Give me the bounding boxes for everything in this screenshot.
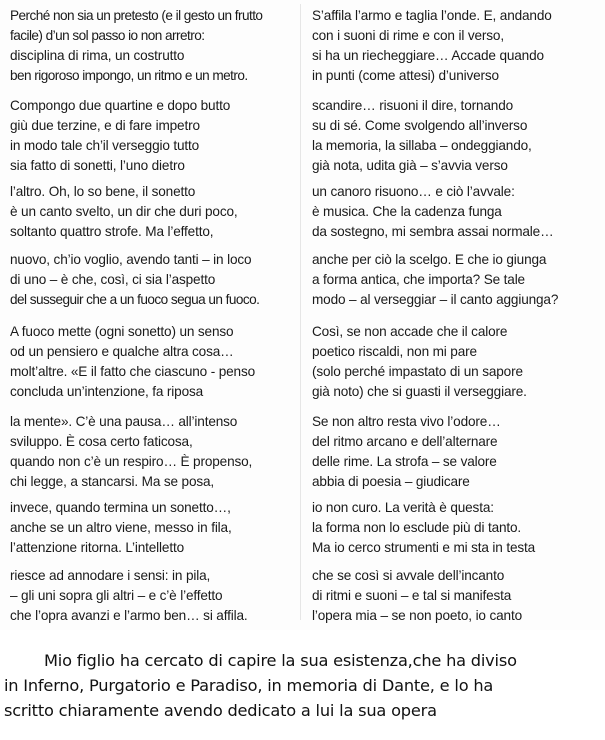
verse-line: giù due terzine, e di fare impetro [10,118,200,133]
verse-line: poetico riscaldi, non mi pare [312,344,477,359]
verse-line: riesce ad annodare i sensi: in pila, [10,568,211,583]
verse-line: su di sé. Come svolgendo all’inverso [312,118,528,133]
stanza [312,322,527,402]
verse-line: già nota, udita già – s’avvia verso [312,158,508,173]
verse-line: del susseguir che a un fuoco segua un fuoco. [10,292,260,307]
verse-line: Perché non sia un pretesto (e il gesto un frutto [10,8,263,23]
verse-line: la forma non lo esclude più di tanto. [312,520,522,535]
verse-line: la memoria, la sillaba – ondeggiando, [312,138,532,153]
verse-line: S’affila l’armo e taglia l’onde. E, andando [312,8,552,23]
stanza [10,96,230,176]
caption-line-2: in Inferno, Purgatorio e Paradiso, in memoria di Dante, e lo ha [4,676,494,695]
stanza [312,182,554,242]
verse-line: è un canto svelto, un dir che duri poco, [10,204,238,219]
column-divider [300,4,301,620]
verse-line: la mente». C’è una pausa… all’intenso [10,414,238,429]
verse-line: nuovo, ch’io voglio, avendo tanti – in loco [10,252,252,267]
verse-line: Così, se non accade che il calore [312,324,508,339]
verse-line: l’attenzione ritorna. L’intelletto [10,540,184,555]
verse-line: invece, quando termina un sonetto…, [10,500,231,515]
stanza [10,6,262,86]
verse-line: già noto) che si guasti il verseggiare. [312,384,527,399]
stanza [10,250,259,310]
stanza [10,182,238,242]
stanza [10,412,252,492]
verse-line: anche per ciò la scelgo. E che io giunga [312,252,547,267]
stanza [312,412,501,492]
verse-line: Ma io cerco strumenti e mi sta in testa [312,540,536,555]
verse-line: concluda un’intenzione, fa riposa [10,384,204,399]
verse-line: in modo tale ch’il verseggio tutto [10,138,200,153]
verse-line: modo – al verseggiar – il canto aggiunga? [312,292,559,307]
verse-line: (solo perché impastato di un sapore [312,364,523,379]
stanza [312,498,535,558]
verse-line: od un pensiero e qualche altra cosa… [10,344,234,359]
verse-line: di uno – è che, così, ci sia l’aspetto [10,272,216,287]
verse-line: molt’altre. «E il fatto che ciascuno - penso [10,364,256,379]
stanza [312,250,558,310]
stanza [312,566,522,626]
caption-line-1: Mio figlio ha cercato di capire la sua esistenza,che ha diviso [44,651,517,670]
verse-line: in punti (come attesi) d’universo [312,68,499,83]
verse-line: delle rime. La strofa – se valore [312,454,497,469]
stanza [10,566,248,626]
stanza [10,498,232,558]
verse-line: Compongo due quartine e dopo butto [10,98,231,113]
verse-line: è musica. Che la cadenza funga [312,204,502,219]
verse-line: l’altro. Oh, lo so bene, il sonetto [10,184,196,199]
verse-line: A fuoco mette (ogni sonetto) un senso [10,324,234,339]
verse-line: scandire… risuoni il dire, tornando [312,98,514,113]
verse-line: abbia di poesia – giudicare [312,474,470,489]
verse-line: un canoro risuono… e ciò l’avvale: [312,184,515,199]
verse-line: soltanto quattro strofe. Ma l’effetto, [10,224,214,239]
verse-line: di ritmi e suoni – e tal si manifesta [312,588,512,603]
verse-line: disciplina di rima, un costrutto [10,48,185,63]
verse-line: del ritmo arcano e dell’alternare [312,434,498,449]
verse-line: che l’opra avanzi e l’armo ben… si affila. [10,608,248,623]
verse-line: con i suoni di rime e con il verso, [312,28,504,43]
verse-line: – gli uni sopra gli altri – e c’è l’effetto [10,588,223,603]
verse-line: chi legge, a stancarsi. Ma se posa, [10,474,215,489]
verse-line: sviluppo. È cosa certo faticosa, [10,434,193,449]
verse-line: anche se un altro viene, messo in fila, [10,520,232,535]
caption-line-3: scritto chiaramente avendo dedicato a lui la sua opera [4,701,437,720]
verse-line: ben rigoroso impongo, un ritmo e un metro. [10,68,248,83]
stanza [312,96,532,176]
verse-line: a forma antica, che importa? Se tale [312,272,525,287]
verse-line: quando non c’è un respiro… È propenso, [10,454,253,469]
verse-line: si ha un riecheggiare… Accade quando [312,48,544,63]
verse-line: sia fatto di sonetti, l’uno dietro [10,158,185,173]
verse-line: che se così si avvale dell’incanto [312,568,505,583]
stanza [10,322,255,402]
verse-line: l’opera mia – se non poeto, io canto [312,608,522,623]
verse-line: facile) d’un sol passo io non arretro: [10,28,205,43]
caption [0,648,605,723]
verse-line: Se non altro resta vivo l’odore… [312,414,501,429]
verse-line: io non curo. La verità è questa: [312,500,494,515]
stanza [312,6,552,86]
verse-line: da sostegno, mi sembra assai normale… [312,224,554,239]
